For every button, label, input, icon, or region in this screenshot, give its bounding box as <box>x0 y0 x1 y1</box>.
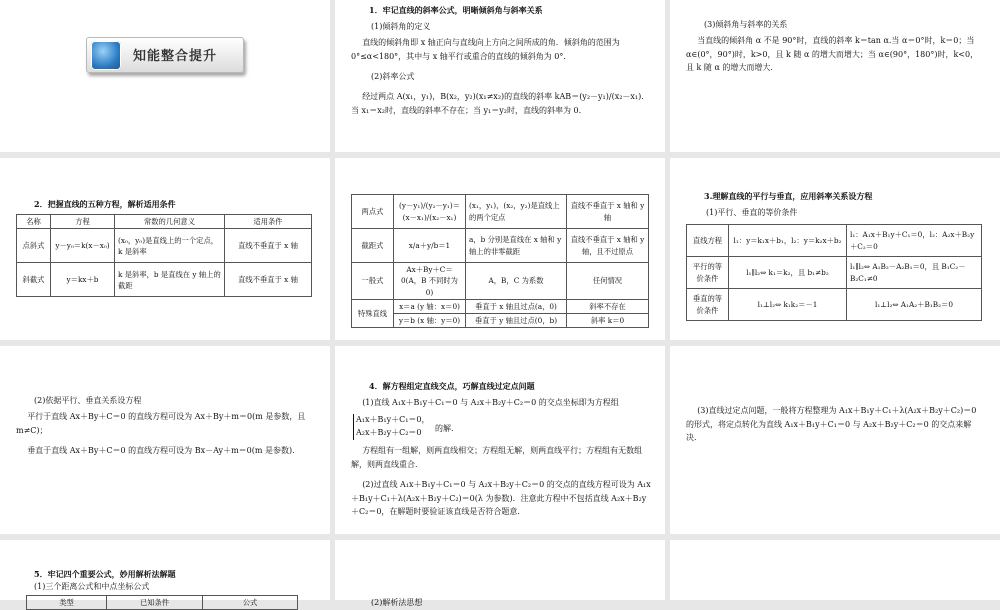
paragraph: (1)直线 A₁x＋B₁y＋C₁＝0 与 A₂x＋B₂y＋C₂＝0 的交点坐标即为方程组 <box>362 398 619 407</box>
equation: A₂x＋B₂y＋C₂＝0 <box>356 427 422 437</box>
slide-slope-formula <box>335 0 665 152</box>
table-header: 名称 <box>17 215 51 229</box>
paragraph: 经过两点 A(x₁，y₁)，B(x₂，y₂)(x₁≠x₂)的直线的斜率 kAB＝(y₂－y₁)/(x₂－x₁).当 x₁＝x₂时，直线的斜率不存在；当 y₁＝y₂时，直线的斜率为 0. <box>351 92 644 115</box>
table-cell: 斜率 k＝0 <box>567 314 649 328</box>
table-header: 适用条件 <box>225 215 312 229</box>
equations-table-cont <box>351 194 649 328</box>
table-cell: 特殊直线 <box>352 299 394 328</box>
table-cell: y－y₀＝k(x－x₀) <box>51 229 115 263</box>
paragraph: 当直线的倾斜角 α 不是 90°时，直线的斜率 k＝tan α.当 α＝0°时，k＝0；当 α∈(0°，90°)时，k>0，且 k 随 α 的增大而增大；当 α∈(90°，180°)时，k<0，且 k 随 α 的增大而增大． <box>686 36 979 73</box>
banner-title: 知能整合提升 <box>133 49 218 64</box>
heading: 4．解方程组定直线交点，巧解直线过定点问题 <box>369 381 535 391</box>
table-cell: k 是斜率，b 是直线在 y 轴上的截距 <box>115 263 225 297</box>
paragraph: (2)过直线 A₁x＋B₁y＋C₁＝0 与 A₂x＋B₂y＋C₂＝0 的交点的直线方程可设为 A₁x＋B₁y＋C₁＋λ(A₂x＋B₂y＋C₂)＝0(λ 为参数)．注意此方程中不包括直线 A₂x＋B₂y＋C₂＝0，在解题时要验证该直线是否符合题意． <box>351 480 651 517</box>
table-cell: y＝kx＋b <box>51 263 115 297</box>
table-cell: 斜截式 <box>17 263 51 297</box>
table-cell: a，b 分别是直线在 x 轴和 y 轴上的非零截距 <box>466 229 567 263</box>
table-cell: l₁：A₁x＋B₁y＋C₁＝0，l₂：A₂x＋B₂y＋C₂＝0 <box>847 225 982 257</box>
slide-empty <box>670 540 1000 600</box>
slide-intersection <box>335 346 665 534</box>
paragraph: 垂直于直线 Ax＋By＋C＝0 的直线方程可设为 Bx－Ay＋m＝0(m 是参数). <box>27 446 295 455</box>
table-cell: (y－y₁)/(y₂－y₁)＝(x－x₁)/(x₂－x₁) <box>394 195 466 229</box>
table-header: 已知条件 <box>107 596 203 610</box>
table-cell: 垂直于 x 轴且过点(a，0) <box>466 299 567 313</box>
table-cell: 截距式 <box>352 229 394 263</box>
paragraph: 平行于直线 Ax＋By＋C＝0 的直线方程可设为 Ax＋By＋m＝0(m 是参数，且 m≠C)； <box>16 412 306 435</box>
table-cell: 直线不垂直于 x 轴 <box>225 263 312 297</box>
table-cell: 斜率不存在 <box>567 299 649 313</box>
equation-tail: 的解． <box>435 424 459 433</box>
table-cell: 一般式 <box>352 263 394 300</box>
table-cell: l₁⊥l₂⇔ A₁A₂＋B₁B₂＝0 <box>847 289 982 321</box>
table-cell: 平行的等价条件 <box>687 257 729 289</box>
logo-icon <box>91 41 121 70</box>
table-cell: Ax＋By＋C＝0(A，B 不同时为 0) <box>394 263 466 300</box>
paragraph: 方程组有一组解，则两直线相交；方程组无解，则两直线平行；方程组有无数组解，则两直线重合． <box>351 446 643 469</box>
slide-fixed-point <box>670 346 1000 534</box>
table-cell: x＝a (y 轴：x＝0) <box>394 299 466 313</box>
table-header: 方程 <box>51 215 115 229</box>
equation: A₁x＋B₁y＋C₁＝0， <box>356 415 430 424</box>
subheading: (2)依据平行、垂直关系设方程 <box>34 396 142 405</box>
table-cell: l₁∥l₂⇔ k₁＝k₂，且 b₁≠b₂ <box>729 257 847 289</box>
subheading: (1)平行、垂直的等价条件 <box>706 208 798 217</box>
subheading: (1)倾斜角的定义 <box>371 22 431 31</box>
table-cell: l₁∥l₂⇔ A₁B₂－A₂B₁＝0，且 B₁C₂－B₂C₁≠0 <box>847 257 982 289</box>
table-cell: 直线不垂直于 x 轴和 y 轴，且不过原点 <box>567 229 649 263</box>
table-cell: 两点式 <box>352 195 394 229</box>
slide-line-equations-1 <box>0 158 330 340</box>
heading: 1．牢记直线的斜率公式，明晰倾斜角与斜率关系 <box>369 5 543 15</box>
heading: 5．牢记四个重要公式，妙用解析法解题 <box>34 569 176 579</box>
table-cell: 垂直于 y 轴且过点(0，b) <box>466 314 567 328</box>
table-cell: A，B，C 为系数 <box>466 263 567 300</box>
heading: 2．把握直线的五种方程，解析适用条件 <box>34 199 176 209</box>
slide-title <box>0 0 330 152</box>
table-cell: 直线不垂直于 x 轴 <box>225 229 312 263</box>
section-banner <box>86 37 244 73</box>
formula-table <box>26 595 298 610</box>
table-cell: x/a＋y/b＝1 <box>394 229 466 263</box>
slide-parallel-perpendicular <box>670 158 1000 340</box>
subheading: (3)倾斜角与斜率的关系 <box>704 20 788 29</box>
table-cell: l₁：y＝k₁x＋b₁，l₂：y＝k₂x＋b₂ <box>729 225 847 257</box>
subheading: (2)解析法思想 <box>371 598 423 607</box>
paragraph: (3)直线过定点问题，一般将方程整理为 A₁x＋B₁y＋C₁＋λ(A₂x＋B₂y＋C₂)＝0 的形式，将定点转化为直线 A₁x＋B₁y＋C₁＝0 与 A₂x＋B₂y＋C₂＝0 的交点来解决． <box>686 406 977 443</box>
heading: 3.理解直线的平行与垂直，应用斜率关系设方程 <box>704 191 873 201</box>
table-cell: 任何情况 <box>567 263 649 300</box>
slide-formulas <box>0 540 330 607</box>
table-cell: l₁⊥l₂⇔ k₁k₂＝－1 <box>729 289 847 321</box>
slide-set-equations <box>0 346 330 534</box>
subheading: (2)斜率公式 <box>371 72 415 81</box>
slide-angle-slope <box>670 0 1000 152</box>
table-cell: 直线不垂直于 x 轴和 y 轴 <box>567 195 649 229</box>
table-header: 公式 <box>203 596 298 610</box>
table-cell: 垂直的等价条件 <box>687 289 729 321</box>
table-header: 类型 <box>27 596 107 610</box>
table-cell: 点斜式 <box>17 229 51 263</box>
table-cell: y＝b (x 轴：y＝0) <box>394 314 466 328</box>
table-cell: (x₀，y₀)是直线上的一个定点，k 是斜率 <box>115 229 225 263</box>
table-cell: 直线方程 <box>687 225 729 257</box>
equation-system <box>353 414 430 440</box>
equations-table <box>16 214 312 297</box>
conditions-table <box>686 224 982 321</box>
slide-analytic-method <box>335 540 665 607</box>
slide-line-equations-2 <box>335 158 665 340</box>
subheading: (1)三个距离公式和中点坐标公式 <box>34 582 150 591</box>
table-header: 常数的几何意义 <box>115 215 225 229</box>
table-cell: (x₁，y₁)，(x₂，y₂)是直线上的两个定点 <box>466 195 567 229</box>
paragraph: 直线的倾斜角即 x 轴正向与直线向上方向之间所成的角．倾斜角的范围为0°≤α<180°，其中与 x 轴平行或重合的直线的倾斜角为 0°． <box>351 38 620 61</box>
